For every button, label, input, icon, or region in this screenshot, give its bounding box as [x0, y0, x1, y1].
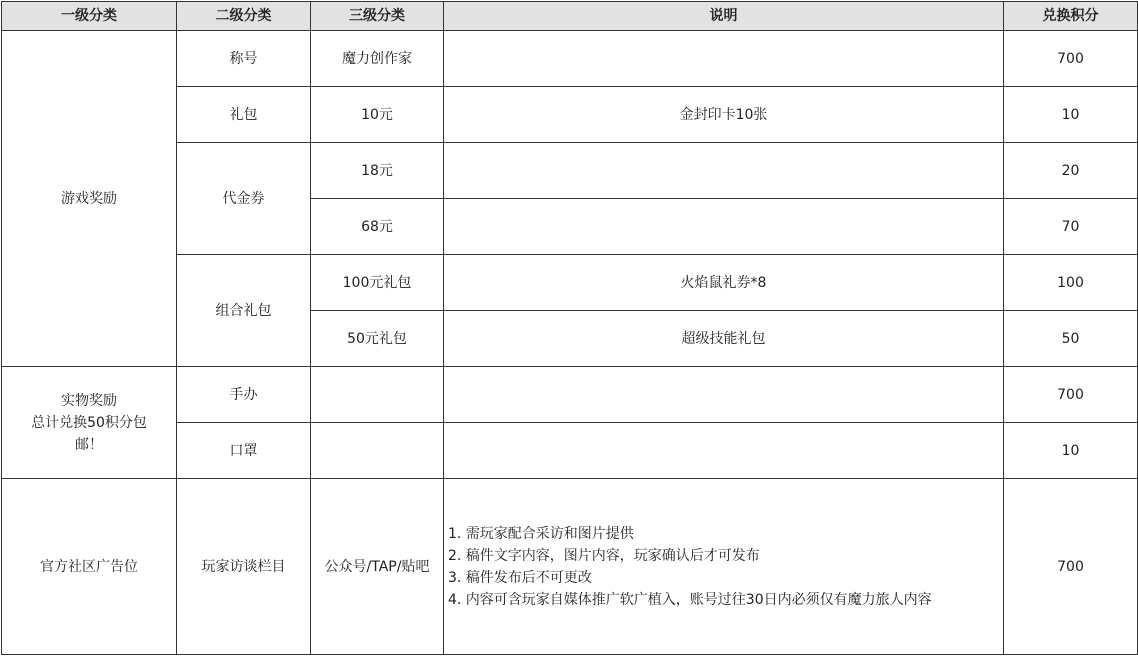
table-row: [2, 367, 1138, 423]
points-cell: 700: [1004, 367, 1138, 423]
points-cell: 50: [1004, 311, 1138, 367]
desc-line: 1. 需玩家配合采访和图片提供: [448, 525, 634, 542]
cat3-cell: 68元: [311, 199, 444, 255]
header-row: [2, 2, 1138, 31]
points-cell: 700: [1004, 31, 1138, 87]
points-cell: 70: [1004, 199, 1138, 255]
cat3-cell: [311, 423, 444, 479]
points-cell: 700: [1004, 479, 1138, 655]
cat1-cell: 官方社区广告位: [2, 479, 177, 655]
cat1-line: 邮！: [75, 436, 103, 453]
cat2-cell: 称号: [177, 31, 311, 87]
cat2-cell: 组合礼包: [177, 255, 311, 367]
header-cat1: 一级分类: [2, 2, 177, 31]
cat1-cell: 游戏奖励: [2, 31, 177, 367]
header-desc: 说明: [444, 2, 1004, 31]
cat3-cell: [311, 367, 444, 423]
rewards-table: [1, 1, 1138, 655]
table-row: [2, 31, 1138, 87]
cat2-cell: 代金券: [177, 143, 311, 255]
points-cell: 10: [1004, 423, 1138, 479]
cat3-cell: 魔力创作家: [311, 31, 444, 87]
cat2-cell: 礼包: [177, 87, 311, 143]
desc-cell: [444, 423, 1004, 479]
desc-cell: 金封印卡10张: [444, 87, 1004, 143]
desc-cell: 火焰鼠礼券*8: [444, 255, 1004, 311]
header-points: 兑换积分: [1004, 2, 1138, 31]
points-cell: 100: [1004, 255, 1138, 311]
cat1-cell: [2, 367, 177, 479]
desc-line: 4. 内容可含玩家自媒体推广软广植入，账号过往30日内必须仅有魔力旅人内容: [448, 591, 932, 608]
points-cell: 10: [1004, 87, 1138, 143]
desc-cell: [444, 479, 1004, 655]
desc-cell: 超级技能礼包: [444, 311, 1004, 367]
cat2-cell: 口罩: [177, 423, 311, 479]
cat3-cell: 50元礼包: [311, 311, 444, 367]
cat3-cell: 10元: [311, 87, 444, 143]
cat3-cell: 18元: [311, 143, 444, 199]
cat3-cell: 公众号/TAP/贴吧: [311, 479, 444, 655]
desc-cell: [444, 143, 1004, 199]
desc-cell: [444, 31, 1004, 87]
cat3-cell: 100元礼包: [311, 255, 444, 311]
cat1-line: 总计兑换50积分包: [31, 414, 147, 431]
header-cat2: 二级分类: [177, 2, 311, 31]
points-cell: 20: [1004, 143, 1138, 199]
desc-cell: [444, 199, 1004, 255]
cat1-line: 实物奖励: [61, 392, 117, 409]
header-cat3: 三级分类: [311, 2, 444, 31]
desc-line: 3. 稿件发布后不可更改: [448, 569, 592, 586]
table-row: [2, 479, 1138, 655]
desc-line: 2. 稿件文字内容，图片内容，玩家确认后才可发布: [448, 547, 760, 564]
desc-cell: [444, 367, 1004, 423]
cat2-cell: 玩家访谈栏目: [177, 479, 311, 655]
cat2-cell: 手办: [177, 367, 311, 423]
